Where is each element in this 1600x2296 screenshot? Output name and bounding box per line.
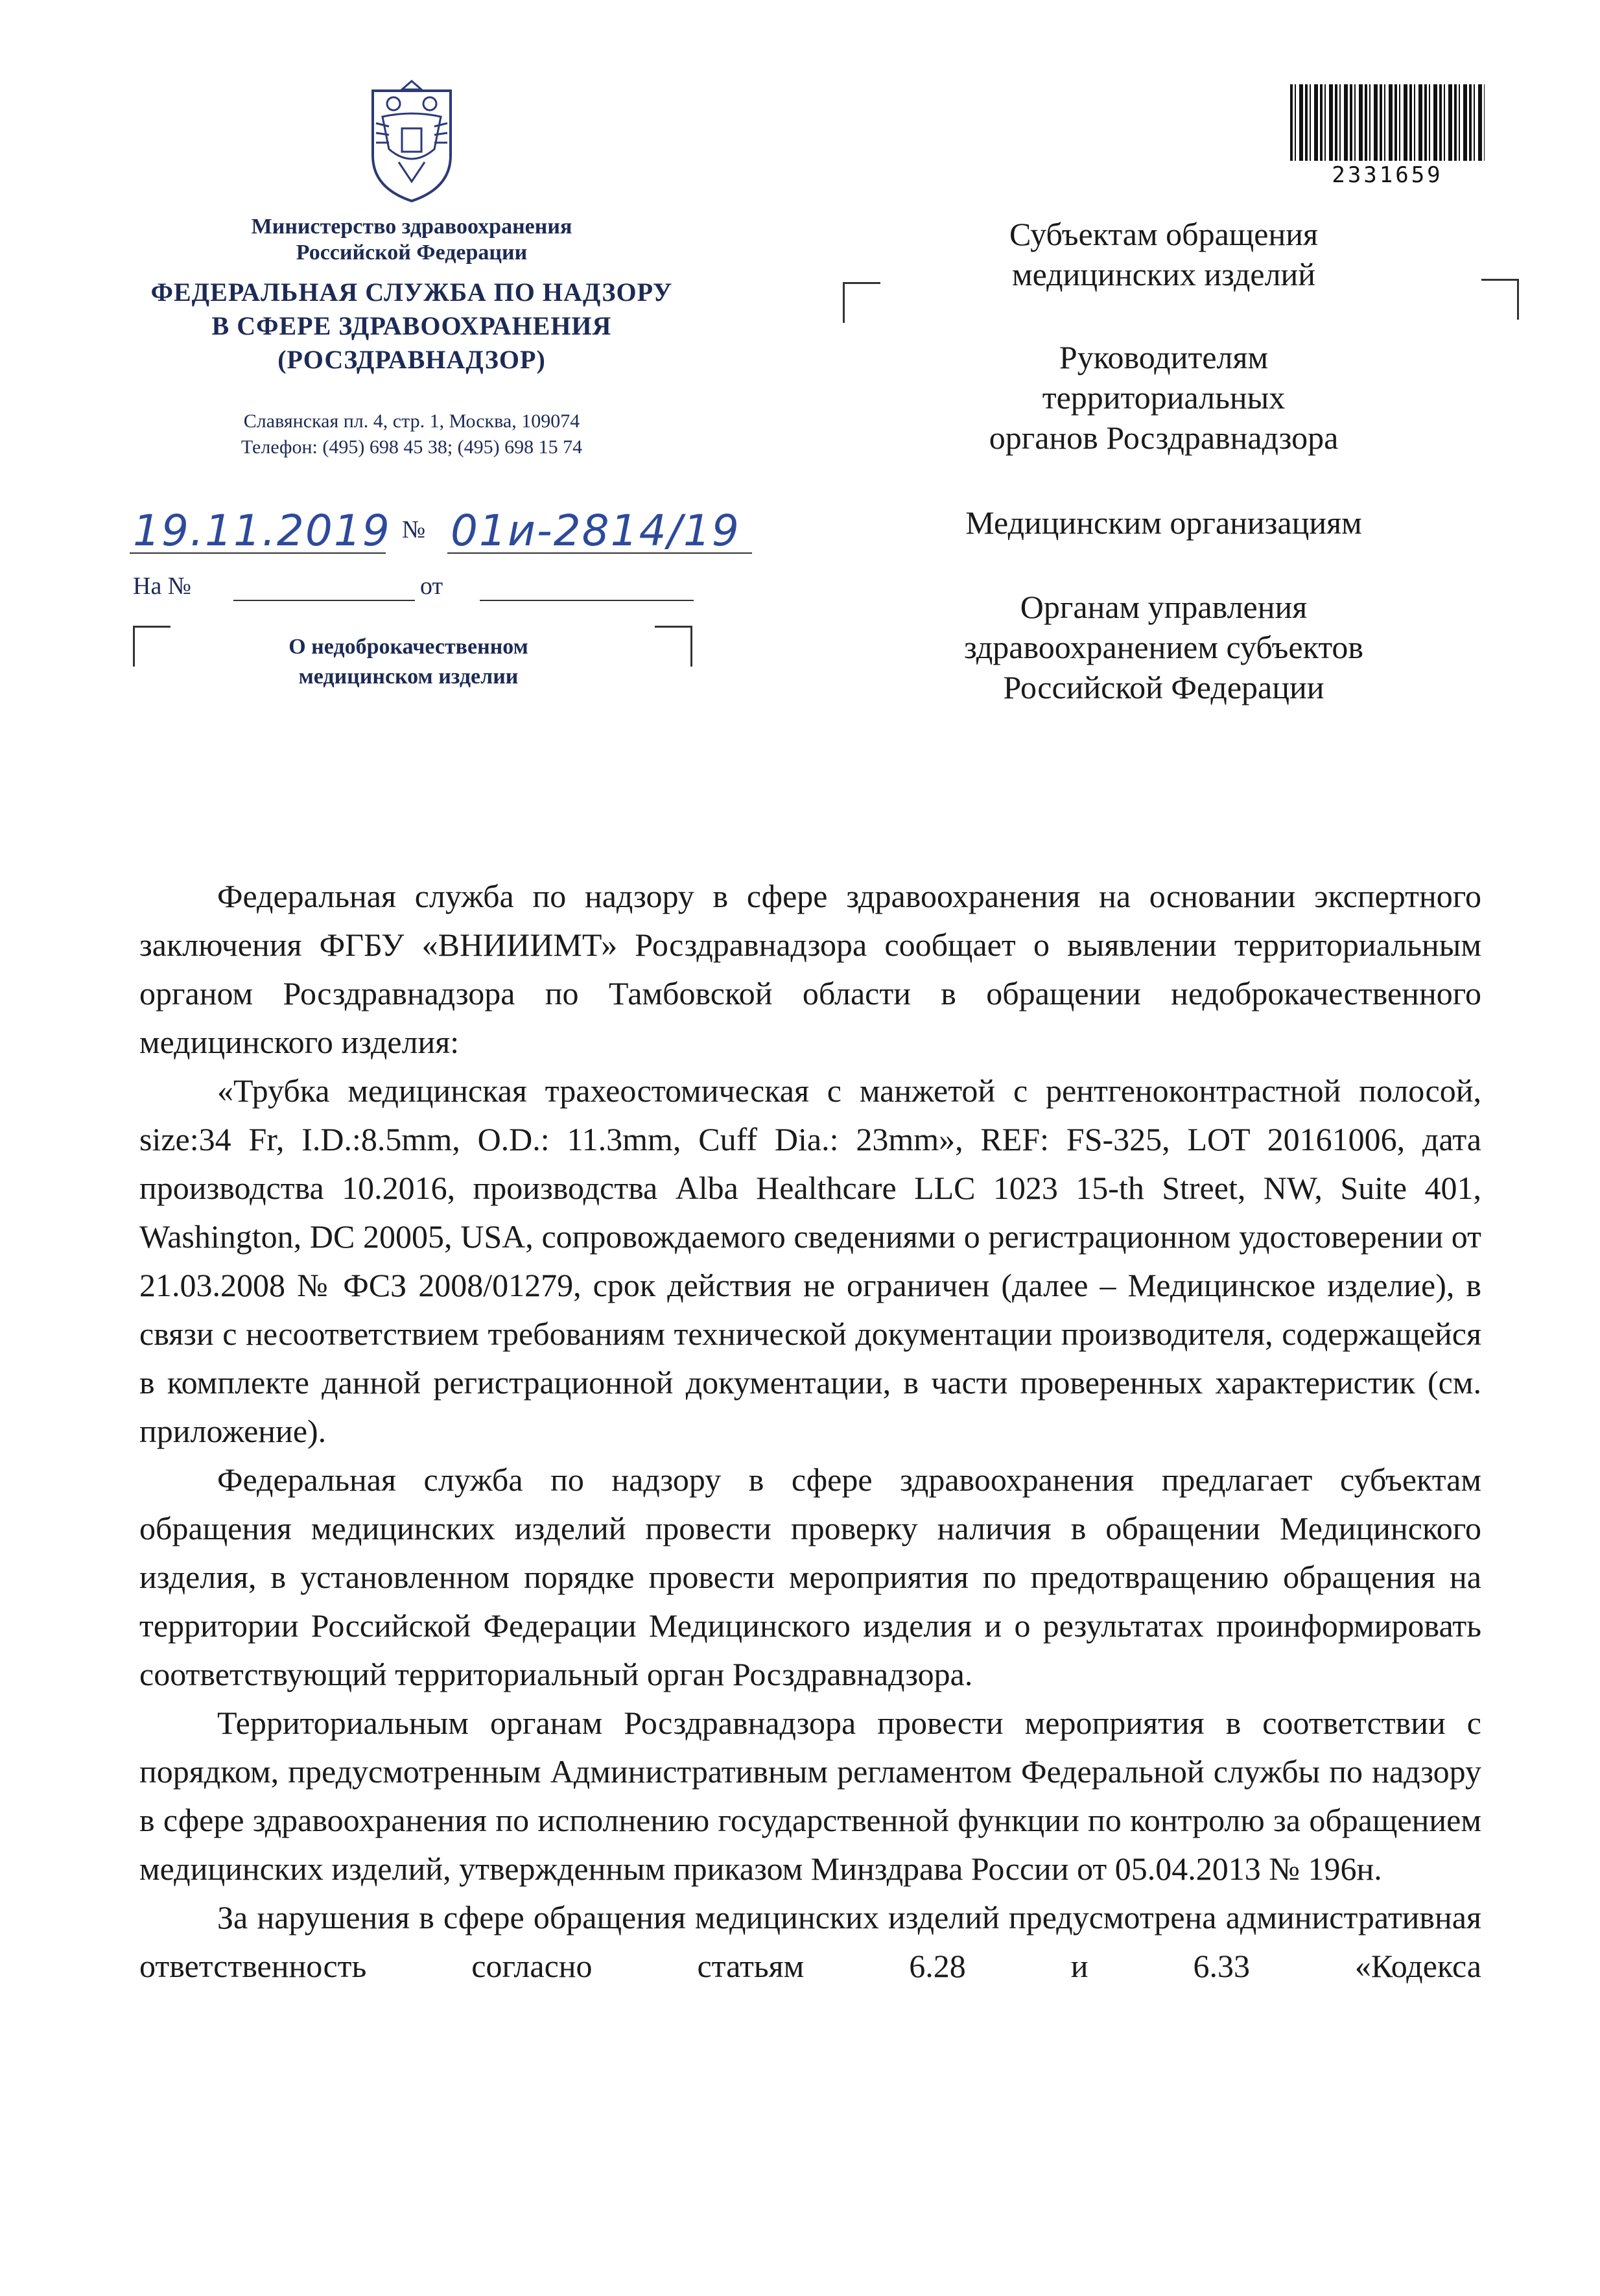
body-paragraph: Федеральная служба по надзору в сфере здравоохранения на основании экспертного заключения ФГБУ «ВНИИИМТ» Росздравнадзора сообщает о выявлении территориальным органом Росздравнадзора по Тамбовской области в обращении недоброкачественного медицинского изделия: — [139, 878, 1481, 1060]
registration-number: 01и-2814/19 — [451, 506, 740, 556]
addressee-block — [895, 214, 1433, 294]
phone-line: Телефон: (495) 698 45 38; (495) 698 15 74 — [241, 436, 583, 458]
addressee-line: органов Росздравнадзора — [989, 420, 1339, 456]
service-line-2: В СФЕРЕ ЗДРАВООХРАНЕНИЯ — [211, 311, 612, 340]
addressee-block — [895, 503, 1433, 543]
addressee-line: Медицинским организациям — [965, 504, 1362, 541]
registration-date: 19.11.2019 — [133, 506, 391, 556]
addressee-line: территориальных — [1042, 379, 1286, 416]
addressee-line: Органам управления — [1020, 589, 1308, 625]
addressee-line: здравоохранением субъектов — [963, 629, 1364, 665]
addressee-line: Субъектам обращения — [1009, 216, 1318, 252]
addressee-line: Руководителям — [1059, 339, 1269, 375]
ministry-line-1: Министерство здравоохранения — [251, 215, 572, 239]
bracket-corner-left — [133, 626, 171, 667]
letter-body — [139, 872, 1481, 1991]
subject-block — [246, 632, 571, 692]
addressee-block — [895, 337, 1433, 458]
body-paragraph: Территориальным органам Росздравнадзора провести мероприятия в соответствии с порядком, предусмотренным Административным регламентом Федеральной службы по надзору в сфере здравоохранения по исполнению государственной функции по контролю за обращением медицинских изделий, утвержденным приказом Минздрава России от 05.04.2013 № 196н. — [139, 1705, 1481, 1887]
subject-line-2: медицинском изделии — [298, 665, 519, 689]
address-line: Славянская пл. 4, стр. 1, Москва, 109074 — [243, 410, 580, 432]
ministry-line-2: Российской Федерации — [296, 241, 528, 265]
service-name — [120, 276, 703, 377]
bracket-corner-right — [655, 626, 692, 667]
addressee-block — [895, 587, 1433, 707]
address-block — [120, 408, 703, 460]
addressee-corner-left — [843, 282, 880, 323]
barcode-image — [1290, 84, 1485, 161]
from-label: от — [420, 573, 443, 600]
service-line-3: (РОСЗДРАВНАДЗОР) — [277, 345, 546, 374]
subject-line-1: О недоброкачественном — [288, 635, 528, 659]
addressee-line: Российской Федерации — [1003, 669, 1324, 705]
coat-of-arms-emblem — [353, 78, 470, 207]
addressee-corner-right — [1481, 279, 1519, 320]
barcode-number: 2331659 — [1332, 162, 1443, 188]
body-paragraph: За нарушения в сфере обращения медицинских изделий предусмотрена административная ответственность согласно статьям 6.28 и 6.33 «Кодекса — [139, 1899, 1481, 1984]
body-paragraph: Федеральная служба по надзору в сфере здравоохранения предлагает субъектам обращения медицинских изделий провести проверку наличия в обращении Медицинского изделия, в установленном порядке провести мероприятия по предотвращению обращения на территории Российской Федерации Медицинского изделия и о результатах проинформировать соответствующий территориальный орган Росздравнадзора. — [139, 1462, 1481, 1692]
body-paragraph: «Трубка медицинская трахеостомическая с манжетой с рентгеноконтрастной полосой, size:34 Fr, I.D.:8.5mm, O.D.: 11.3mm, Cuff Dia.: 23mm», REF: FS-325, LOT 20161006, дата производства 10.2016, производства Alba Healthcare LLC 1023 15-th Street, NW, Suite 401, Washington, DC 20005, USA, сопровождаемого сведениями о регистрационном удостоверении от 21.03.2008 № ФСЗ 2008/01279, срок действия не ограничен (далее – Медицинское изделие), в связи с несоответствием требованиям технической документации производителя, содержащейся в комплекте данной регистрационной документации, в части проверенных характеристик (см. приложение). — [139, 1072, 1481, 1449]
number-sign: № — [402, 516, 426, 543]
service-line-1: ФЕДЕРАЛЬНАЯ СЛУЖБА ПО НАДЗОРУ — [150, 278, 673, 307]
ref-label: На № — [133, 573, 192, 600]
addressee-line: медицинских изделий — [1011, 256, 1316, 292]
ministry-name — [120, 214, 703, 266]
